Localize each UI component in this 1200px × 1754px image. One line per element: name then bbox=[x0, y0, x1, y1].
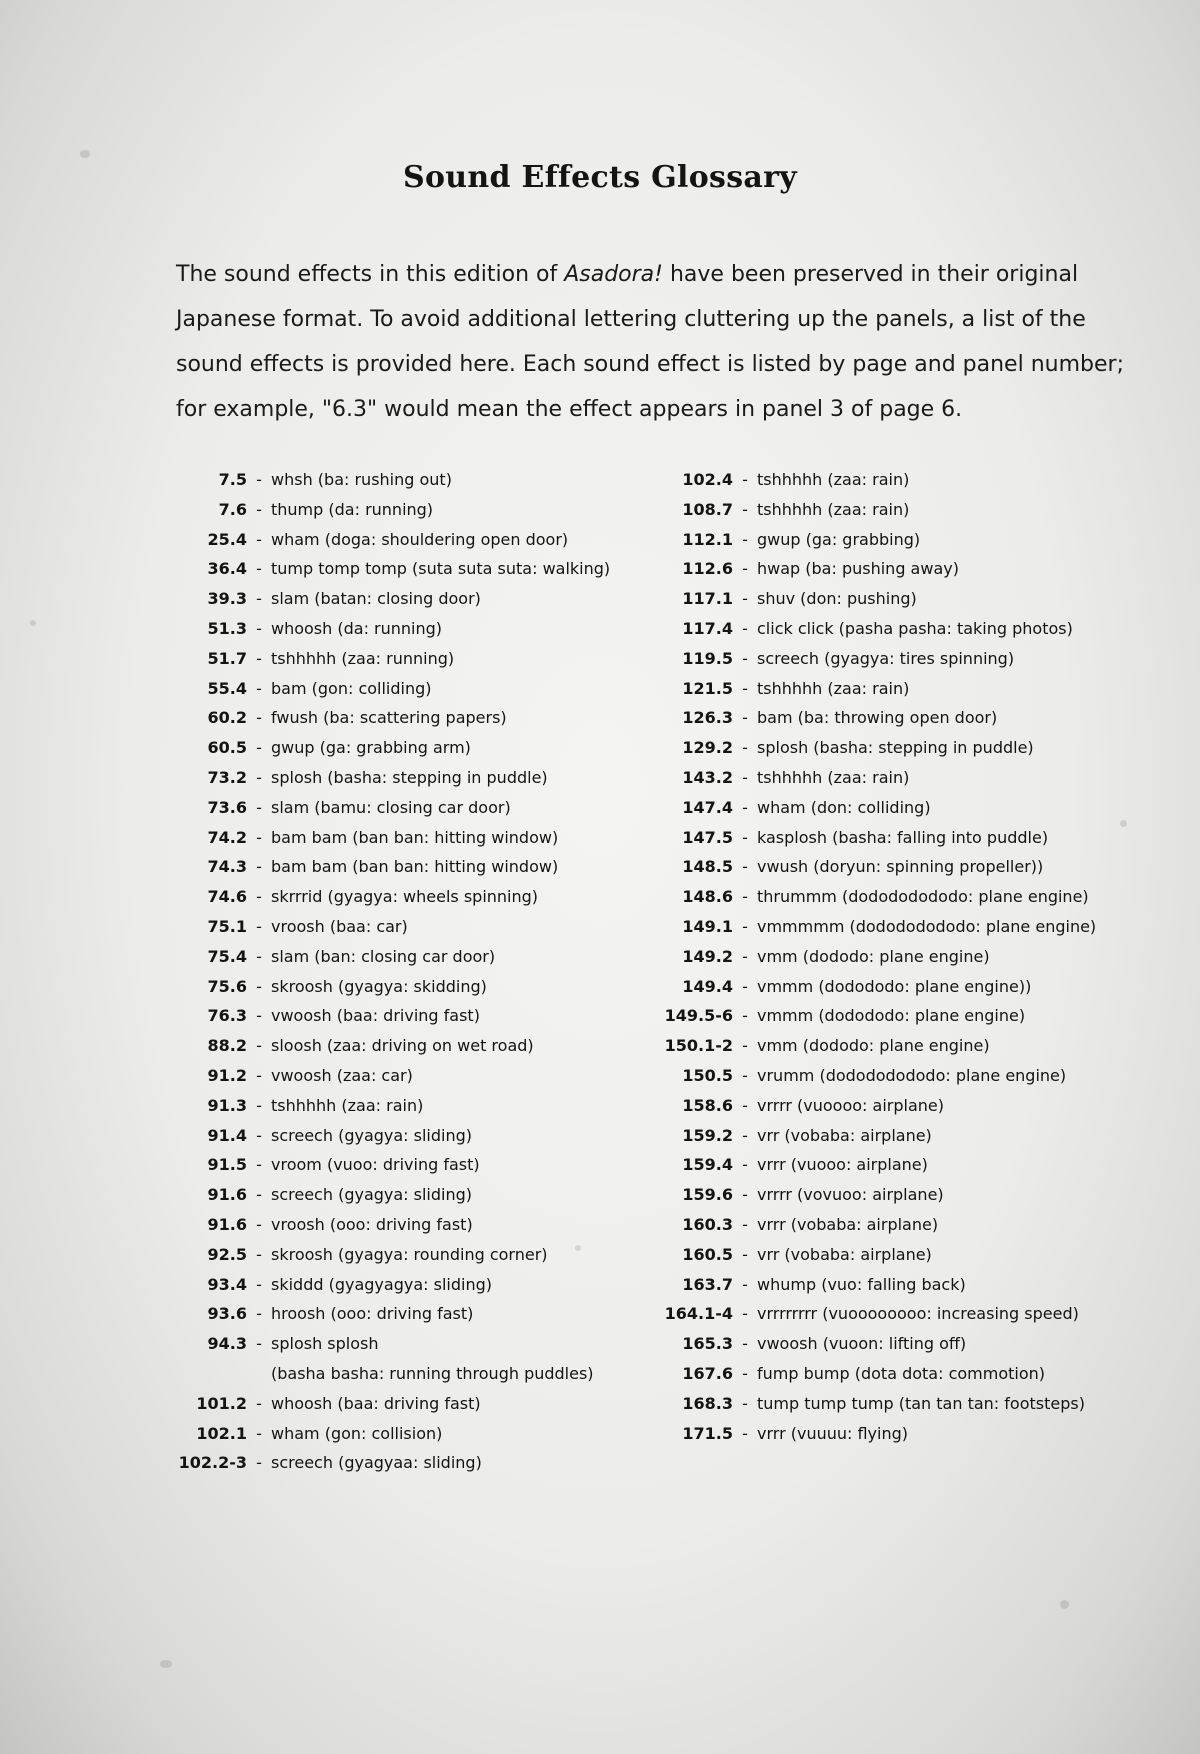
entry-description: tump tomp tomp (suta suta suta: walking) bbox=[271, 559, 611, 579]
entry-page-panel: 147.5 bbox=[682, 827, 733, 847]
glossary-entry bbox=[608, 649, 1148, 679]
entry-page-panel: 102.4 bbox=[682, 470, 733, 489]
entry-description: slam (ban: closing car door) bbox=[271, 946, 496, 966]
entry-dash: - bbox=[742, 1304, 748, 1324]
glossary-entry bbox=[150, 1126, 650, 1156]
entry-dash: - bbox=[256, 1334, 262, 1354]
entry-description: splosh (basha: stepping in puddle) bbox=[757, 738, 1034, 758]
glossary-entry bbox=[608, 1126, 1148, 1156]
entry-description: shuv (don: pushing) bbox=[757, 589, 917, 609]
entry-description: vrumm (dodododododo: plane engine) bbox=[757, 1065, 1067, 1085]
entry-page-panel: 163.7 bbox=[682, 1274, 733, 1294]
entry-description: vrrrr (vovuoo: airplane) bbox=[757, 1185, 944, 1205]
entry-description: skroosh (gyagya: skidding) bbox=[271, 976, 487, 996]
entry-description: vrr (vobaba: airplane) bbox=[757, 1244, 932, 1264]
entry-page-panel: 92.5 bbox=[207, 1244, 247, 1264]
entry-description: screech (gyagyaa: sliding) bbox=[271, 1453, 482, 1473]
entry-dash: - bbox=[742, 827, 748, 847]
entry-page-panel: 164.1-4 bbox=[664, 1304, 733, 1324]
entry-page-panel: 74.6 bbox=[207, 887, 247, 907]
entry-dash: - bbox=[742, 499, 748, 519]
entry-description: skrrrid (gyagya: wheels spinning) bbox=[271, 887, 539, 907]
entry-description: screech (gyagya: sliding) bbox=[271, 1125, 473, 1145]
glossary-entry bbox=[608, 947, 1148, 977]
entry-dash: - bbox=[256, 827, 262, 847]
entry-dash: - bbox=[742, 887, 748, 907]
entry-description: sloosh (zaa: driving on wet road) bbox=[271, 1036, 534, 1056]
glossary-entry bbox=[150, 977, 650, 1007]
entry-description: thrummm (dodododododo: plane engine) bbox=[757, 887, 1089, 907]
glossary-entry bbox=[608, 798, 1148, 828]
glossary-entry bbox=[150, 1155, 650, 1185]
entry-description: vwoosh (baa: driving fast) bbox=[271, 1006, 480, 1026]
glossary-entry bbox=[608, 917, 1148, 947]
entry-page-panel: 117.1 bbox=[682, 589, 733, 609]
entry-description: bam bam (ban ban: hitting window) bbox=[271, 857, 559, 877]
entry-page-panel: 159.4 bbox=[682, 1155, 733, 1175]
entry-page-panel: 75.1 bbox=[207, 916, 247, 936]
entry-description: bam (gon: colliding) bbox=[271, 678, 432, 698]
entry-page-panel: 91.6 bbox=[207, 1214, 247, 1234]
book-title: Asadora! bbox=[564, 262, 663, 287]
entry-description: skroosh (gyagya: rounding corner) bbox=[271, 1244, 548, 1264]
intro-paragraph bbox=[176, 252, 1124, 432]
glossary-entry bbox=[150, 500, 650, 530]
entry-dash: - bbox=[256, 946, 262, 966]
entry-page-panel: 7.5 bbox=[218, 470, 247, 489]
entry-dash: - bbox=[256, 916, 262, 936]
entry-description: splosh splosh bbox=[271, 1334, 379, 1354]
entry-page-panel: 74.2 bbox=[207, 827, 247, 847]
glossary-entry bbox=[608, 1155, 1148, 1185]
entry-dash: - bbox=[256, 1095, 262, 1115]
entry-dash: - bbox=[742, 1125, 748, 1145]
glossary-entry bbox=[150, 917, 650, 947]
entry-description: (basha basha: running through puddles) bbox=[271, 1363, 594, 1383]
glossary-entry bbox=[608, 1215, 1148, 1245]
entry-dash: - bbox=[256, 1244, 262, 1264]
entry-dash: - bbox=[256, 1036, 262, 1056]
entry-dash: - bbox=[742, 1363, 748, 1383]
glossary-entry bbox=[608, 768, 1148, 798]
entry-description: screech (gyagya: sliding) bbox=[271, 1185, 473, 1205]
glossary-entry bbox=[150, 738, 650, 768]
glossary-entry bbox=[150, 1215, 650, 1245]
entry-dash: - bbox=[256, 767, 262, 787]
entry-page-panel: 74.3 bbox=[207, 857, 247, 877]
entry-description: wham (doga: shouldering open door) bbox=[271, 529, 569, 549]
glossary-entry bbox=[608, 1304, 1148, 1334]
entry-description: fwush (ba: scattering papers) bbox=[271, 708, 507, 728]
entry-dash: - bbox=[256, 887, 262, 907]
entry-description: hwap (ba: pushing away) bbox=[757, 559, 959, 579]
entry-dash: - bbox=[256, 976, 262, 996]
entry-dash: - bbox=[742, 1036, 748, 1056]
entry-page-panel: 94.3 bbox=[207, 1334, 247, 1354]
entry-page-panel: 91.5 bbox=[207, 1155, 247, 1175]
entry-description: vrr (vobaba: airplane) bbox=[757, 1125, 932, 1145]
entry-description: vrrrr (vuoooo: airplane) bbox=[757, 1095, 944, 1115]
entry-description: gwup (ga: grabbing) bbox=[757, 529, 921, 549]
entry-page-panel: 158.6 bbox=[682, 1095, 733, 1115]
glossary-entry bbox=[150, 887, 650, 917]
glossary-entry bbox=[150, 1185, 650, 1215]
entry-dash: - bbox=[742, 678, 748, 698]
entry-dash: - bbox=[742, 1095, 748, 1115]
entry-description: fump bump (dota dota: commotion) bbox=[757, 1363, 1046, 1383]
glossary-left-column bbox=[150, 470, 650, 1483]
entry-page-panel: 93.6 bbox=[207, 1304, 247, 1324]
entry-dash: - bbox=[256, 559, 262, 579]
glossary-entry bbox=[150, 828, 650, 858]
entry-page-panel: 117.4 bbox=[682, 618, 733, 638]
entry-page-panel: 73.6 bbox=[207, 797, 247, 817]
entry-dash: - bbox=[256, 1155, 262, 1175]
entry-page-panel: 91.2 bbox=[207, 1065, 247, 1085]
entry-description: vwoosh (vuoon: lifting off) bbox=[757, 1334, 967, 1354]
entry-description: splosh (basha: stepping in puddle) bbox=[271, 767, 548, 787]
entry-description: vrrr (vuuuu: flying) bbox=[757, 1423, 909, 1443]
entry-dash: - bbox=[742, 1065, 748, 1085]
glossary-entry bbox=[150, 1424, 650, 1454]
intro-line: Japanese format. To avoid additional lettering cluttering up the panels, a list of the bbox=[176, 307, 1086, 332]
entry-dash: - bbox=[256, 648, 262, 668]
entry-dash: - bbox=[256, 708, 262, 728]
page-title: Sound Effects Glossary bbox=[402, 160, 798, 195]
entry-page-panel: 93.4 bbox=[207, 1274, 247, 1294]
entry-page-panel: 112.1 bbox=[682, 529, 733, 549]
entry-description: slam (bamu: closing car door) bbox=[271, 797, 511, 817]
entry-description: vmmm (dodododo: plane engine)) bbox=[757, 976, 1032, 996]
entry-dash: - bbox=[742, 1155, 748, 1175]
entry-page-panel: 126.3 bbox=[682, 708, 733, 728]
glossary-entry bbox=[608, 679, 1148, 709]
entry-page-panel: 160.5 bbox=[682, 1244, 733, 1264]
glossary-entry bbox=[150, 1006, 650, 1036]
glossary-entry bbox=[150, 1096, 650, 1126]
entry-dash: - bbox=[742, 1393, 748, 1413]
intro-line: The sound effects in this edition of Asadora! have been preserved in their original bbox=[176, 262, 1079, 287]
entry-page-panel: 39.3 bbox=[207, 589, 247, 609]
entry-page-panel: 148.6 bbox=[682, 887, 733, 907]
entry-page-panel: 91.4 bbox=[207, 1125, 247, 1145]
entry-description: thump (da: running) bbox=[271, 499, 434, 519]
entry-dash: - bbox=[256, 1185, 262, 1205]
entry-description: wham (don: colliding) bbox=[757, 797, 931, 817]
entry-description: whoosh (da: running) bbox=[271, 618, 443, 638]
entry-description: hroosh (ooo: driving fast) bbox=[271, 1304, 474, 1324]
glossary-entry bbox=[150, 530, 650, 560]
entry-dash: - bbox=[742, 559, 748, 579]
glossary-entry bbox=[608, 857, 1148, 887]
entry-dash: - bbox=[256, 1125, 262, 1145]
entry-page-panel: 167.6 bbox=[682, 1363, 733, 1383]
glossary-entry bbox=[150, 798, 650, 828]
entry-page-panel: 149.2 bbox=[682, 946, 733, 966]
entry-dash: - bbox=[256, 470, 262, 489]
entry-dash: - bbox=[256, 857, 262, 877]
glossary-entry bbox=[608, 530, 1148, 560]
entry-dash: - bbox=[742, 916, 748, 936]
entry-page-panel: 112.6 bbox=[682, 559, 733, 579]
entry-description: wham (gon: collision) bbox=[271, 1423, 443, 1443]
intro-line: sound effects is provided here. Each sound effect is listed by page and panel number; bbox=[176, 352, 1124, 377]
entry-description: tshhhhh (zaa: running) bbox=[271, 648, 455, 668]
glossary-entry bbox=[150, 1394, 650, 1424]
entry-description: bam bam (ban ban: hitting window) bbox=[271, 827, 559, 847]
glossary-entry bbox=[150, 857, 650, 887]
entry-dash: - bbox=[256, 618, 262, 638]
glossary-entry bbox=[150, 1453, 650, 1483]
glossary-entry bbox=[150, 619, 650, 649]
glossary-entry bbox=[150, 589, 650, 619]
entry-description: kasplosh (basha: falling into puddle) bbox=[757, 827, 1049, 847]
glossary-entry bbox=[608, 828, 1148, 858]
entry-description: vmmm (dodododo: plane engine) bbox=[757, 1006, 1026, 1026]
entry-description: vroosh (baa: car) bbox=[271, 916, 408, 936]
entry-page-panel: 25.4 bbox=[207, 529, 247, 549]
entry-dash: - bbox=[742, 1423, 748, 1443]
entry-description: tshhhhh (zaa: rain) bbox=[271, 1095, 424, 1115]
entry-description: click click (pasha pasha: taking photos) bbox=[757, 618, 1073, 638]
entry-page-panel: 102.2-3 bbox=[178, 1453, 247, 1473]
entry-page-panel: 150.5 bbox=[682, 1065, 733, 1085]
entry-dash: - bbox=[256, 738, 262, 758]
entry-dash: - bbox=[256, 797, 262, 817]
glossary-entry bbox=[608, 559, 1148, 589]
glossary-entry bbox=[608, 1275, 1148, 1305]
entry-page-panel: 88.2 bbox=[207, 1036, 247, 1056]
glossary-entry bbox=[150, 559, 650, 589]
glossary-entry bbox=[608, 887, 1148, 917]
entry-page-panel: 171.5 bbox=[682, 1423, 733, 1443]
intro-line: for example, "6.3" would mean the effect appears in panel 3 of page 6. bbox=[176, 397, 963, 422]
entry-dash: - bbox=[256, 1423, 262, 1443]
glossary-entry bbox=[608, 1424, 1148, 1454]
entry-description: tshhhhh (zaa: rain) bbox=[757, 678, 910, 698]
entry-dash: - bbox=[742, 470, 748, 489]
entry-page-panel: 149.5-6 bbox=[664, 1006, 733, 1026]
entry-dash: - bbox=[742, 618, 748, 638]
glossary-entry bbox=[150, 649, 650, 679]
glossary-entry bbox=[608, 1096, 1148, 1126]
entry-page-panel: 75.4 bbox=[207, 946, 247, 966]
glossary-entry bbox=[608, 1066, 1148, 1096]
entry-description: tump tump tump (tan tan tan: footsteps) bbox=[757, 1393, 1085, 1413]
entry-page-panel: 148.5 bbox=[682, 857, 733, 877]
entry-description: vwush (doryun: spinning propeller)) bbox=[757, 857, 1044, 877]
entry-description: slam (batan: closing door) bbox=[271, 589, 481, 609]
entry-dash: - bbox=[742, 1214, 748, 1234]
entry-page-panel: 121.5 bbox=[682, 678, 733, 698]
entry-page-panel: 102.1 bbox=[196, 1423, 247, 1443]
glossary-entry bbox=[150, 1036, 650, 1066]
glossary-entry bbox=[150, 1334, 650, 1364]
glossary-entry bbox=[608, 619, 1148, 649]
entry-dash: - bbox=[256, 678, 262, 698]
entry-description: bam (ba: throwing open door) bbox=[757, 708, 998, 728]
entry-dash: - bbox=[742, 1244, 748, 1264]
glossary-entry bbox=[608, 470, 1148, 500]
glossary-entry bbox=[150, 1066, 650, 1096]
entry-description: whsh (ba: rushing out) bbox=[271, 470, 452, 489]
entry-description: vroom (vuoo: driving fast) bbox=[271, 1155, 480, 1175]
entry-page-panel: 91.6 bbox=[207, 1185, 247, 1205]
entry-page-panel: 60.2 bbox=[207, 708, 247, 728]
entry-description: screech (gyagya: tires spinning) bbox=[757, 648, 1015, 668]
entry-dash: - bbox=[742, 589, 748, 609]
entry-page-panel: 36.4 bbox=[207, 559, 247, 579]
entry-page-panel: 108.7 bbox=[682, 499, 733, 519]
entry-description: tshhhhh (zaa: rain) bbox=[757, 470, 910, 489]
glossary-entry bbox=[150, 947, 650, 977]
glossary-right-column bbox=[608, 470, 1148, 1453]
entry-page-panel: 168.3 bbox=[682, 1393, 733, 1413]
entry-dash: - bbox=[742, 857, 748, 877]
entry-dash: - bbox=[256, 1274, 262, 1294]
entry-page-panel: 147.4 bbox=[682, 797, 733, 817]
entry-page-panel: 149.4 bbox=[682, 976, 733, 996]
entry-page-panel: 159.2 bbox=[682, 1125, 733, 1145]
entry-dash: - bbox=[742, 976, 748, 996]
glossary-entry bbox=[150, 679, 650, 709]
entry-dash: - bbox=[256, 1065, 262, 1085]
entry-dash: - bbox=[742, 797, 748, 817]
entry-dash: - bbox=[742, 738, 748, 758]
entry-description: vwoosh (zaa: car) bbox=[271, 1065, 413, 1085]
glossary-entry bbox=[150, 708, 650, 738]
entry-dash: - bbox=[742, 529, 748, 549]
entry-description: vrrr (vuooo: airplane) bbox=[757, 1155, 928, 1175]
entry-description: vrrrrrrrr (vuoooooooo: increasing speed) bbox=[757, 1304, 1079, 1324]
entry-page-panel: 51.3 bbox=[207, 618, 247, 638]
entry-description: vmm (dododo: plane engine) bbox=[757, 1036, 990, 1056]
entry-dash: - bbox=[742, 708, 748, 728]
entry-page-panel: 150.1-2 bbox=[664, 1036, 733, 1056]
glossary-entry bbox=[608, 1185, 1148, 1215]
entry-dash: - bbox=[256, 499, 262, 519]
glossary-entry bbox=[150, 768, 650, 798]
entry-dash: - bbox=[256, 1304, 262, 1324]
entry-description: vroosh (ooo: driving fast) bbox=[271, 1214, 473, 1234]
glossary-entry bbox=[150, 1245, 650, 1275]
entry-description: vrrr (vobaba: airplane) bbox=[757, 1214, 939, 1234]
entry-dash: - bbox=[742, 1274, 748, 1294]
entry-dash: - bbox=[256, 589, 262, 609]
glossary-entry bbox=[608, 500, 1148, 530]
entry-page-panel: 119.5 bbox=[682, 648, 733, 668]
glossary-entry bbox=[608, 1394, 1148, 1424]
entry-page-panel: 75.6 bbox=[207, 976, 247, 996]
entry-page-panel: 143.2 bbox=[682, 767, 733, 787]
glossary-entry bbox=[608, 1245, 1148, 1275]
entry-page-panel: 149.1 bbox=[682, 916, 733, 936]
entry-page-panel: 101.2 bbox=[196, 1393, 247, 1413]
entry-page-panel: 55.4 bbox=[207, 678, 247, 698]
entry-description: whump (vuo: falling back) bbox=[757, 1274, 966, 1294]
glossary-entry bbox=[608, 708, 1148, 738]
entry-description: vmmmmm (dodododododo: plane engine) bbox=[757, 916, 1097, 936]
entry-dash: - bbox=[256, 1214, 262, 1234]
entry-page-panel: 129.2 bbox=[682, 738, 733, 758]
glossary-entry bbox=[608, 589, 1148, 619]
glossary-entry bbox=[608, 1334, 1148, 1364]
entry-page-panel: 7.6 bbox=[218, 499, 247, 519]
entry-page-panel: 159.6 bbox=[682, 1185, 733, 1205]
entry-dash: - bbox=[256, 1393, 262, 1413]
entry-dash: - bbox=[256, 1006, 262, 1026]
entry-dash: - bbox=[256, 529, 262, 549]
entry-page-panel: 51.7 bbox=[207, 648, 247, 668]
glossary-entry bbox=[608, 738, 1148, 768]
entry-description: whoosh (baa: driving fast) bbox=[271, 1393, 481, 1413]
entry-dash: - bbox=[742, 946, 748, 966]
entry-dash: - bbox=[742, 1334, 748, 1354]
glossary-entry bbox=[608, 977, 1148, 1007]
glossary-entry bbox=[608, 1364, 1148, 1394]
glossary-entry bbox=[608, 1006, 1148, 1036]
entry-page-panel: 73.2 bbox=[207, 767, 247, 787]
glossary-entry bbox=[150, 470, 650, 500]
glossary-entry bbox=[150, 1364, 650, 1394]
entry-dash: - bbox=[256, 1453, 262, 1473]
entry-description: tshhhhh (zaa: rain) bbox=[757, 499, 910, 519]
entry-page-panel: 60.5 bbox=[207, 738, 247, 758]
entry-dash: - bbox=[742, 648, 748, 668]
entry-page-panel: 91.3 bbox=[207, 1095, 247, 1115]
entry-dash: - bbox=[742, 767, 748, 787]
glossary-entry bbox=[608, 1036, 1148, 1066]
entry-description: gwup (ga: grabbing arm) bbox=[271, 738, 471, 758]
glossary-entry bbox=[150, 1275, 650, 1305]
entry-description: vmm (dododo: plane engine) bbox=[757, 946, 990, 966]
entry-page-panel: 165.3 bbox=[682, 1334, 733, 1354]
entry-description: tshhhhh (zaa: rain) bbox=[757, 767, 910, 787]
entry-description: skiddd (gyagyagya: sliding) bbox=[271, 1274, 492, 1294]
entry-dash: - bbox=[742, 1006, 748, 1026]
entry-dash: - bbox=[742, 1185, 748, 1205]
glossary-entry bbox=[150, 1304, 650, 1334]
entry-page-panel: 76.3 bbox=[207, 1006, 247, 1026]
entry-page-panel: 160.3 bbox=[682, 1214, 733, 1234]
